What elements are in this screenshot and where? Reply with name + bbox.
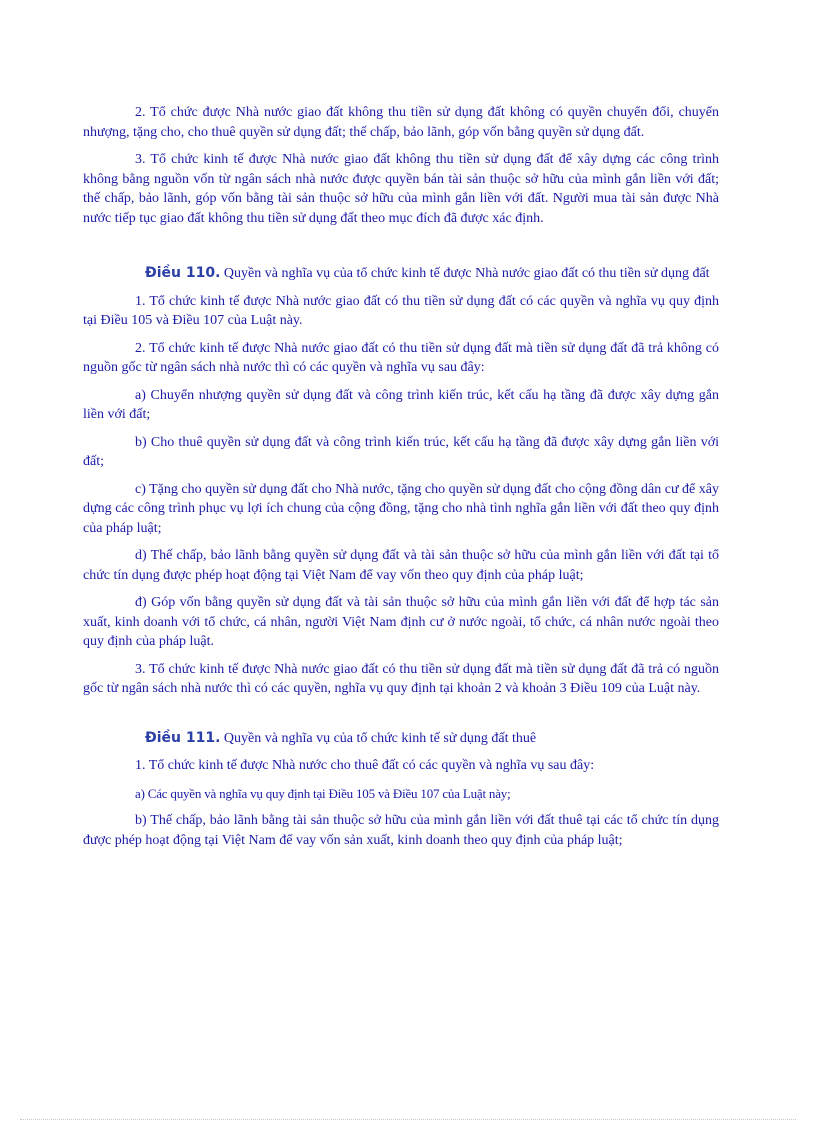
article-111-label: Điều 111. <box>145 729 221 746</box>
paragraph-111-1: 1. Tổ chức kinh tế được Nhà nước cho thuê đất có các quyền và nghĩa vụ sau đây: <box>135 758 595 773</box>
article-111-title: Quyền và nghĩa vụ của tổ chức kinh tế sử dụng đất thuê <box>220 730 537 746</box>
paragraph-110-2d: d) Thế chấp, bảo lãnh bằng quyền sử dụng đất và tài sản thuộc sở hữu của mình gắn liền với đất tại tổ chức tín dụng được phép hoạt động tại Việt Nam để vay vốn theo quy định của pháp luật; <box>83 548 719 583</box>
article-110-label: Điều 110. <box>145 265 221 281</box>
paragraph-110-2dd: đ) Góp vốn bằng quyền sử dụng đất và tài sản thuộc sở hữu của mình gắn liền với đất để hợp tác sản xuất, kinh doanh với tổ chức, cá nhân, người Việt Nam định cư ở nước ngoài, tổ chức, cá nhân nước ngoài theo quy định của pháp luật. <box>83 595 719 649</box>
paragraph-111-1a: a) Các quyền và nghĩa vụ quy định tại Điều 105 và Điều 107 của Luật này; <box>135 785 511 801</box>
paragraph-110-3: 3. Tổ chức kinh tế được Nhà nước giao đất có thu tiền sử dụng đất mà tiền sử dụng đất đã trả có nguồn gốc từ ngân sách nhà nước thì có các quyền, nghĩa vụ quy định tại khoản 2 và khoản 3 Điều 109 của Luật này. <box>83 661 719 696</box>
paragraph-110-2: 2. Tổ chức kinh tế được Nhà nước giao đất có thu tiền sử dụng đất mà tiền sử dụng đất đã trả không có nguồn gốc từ ngân sách nhà nước thì có các quyền và nghĩa vụ sau đây: <box>83 340 719 375</box>
paragraph-110-2b: b) Cho thuê quyền sử dụng đất và công trình kiến trúc, kết cấu hạ tầng đã được xây dựng gắn liền với đất; <box>83 434 719 469</box>
page-bottom-divider <box>20 1119 796 1120</box>
paragraph-110-2a: a) Chuyển nhượng quyền sử dụng đất và công trình kiến trúc, kết cấu hạ tầng đã được xây dựng gắn liền với đất; <box>83 387 719 422</box>
paragraph-111-1b: b) Thế chấp, bảo lãnh bằng tài sản thuộc sở hữu của mình gắn liền với đất thuê tại các tổ chức tín dụng được phép hoạt động tại Việt Nam để vay vốn sản xuất, kinh doanh theo quy định của pháp luật; <box>83 813 719 848</box>
article-110-title: Quyền và nghĩa vụ của tổ chức kinh tế được Nhà nước giao đất có thu tiền sử dụng đất <box>220 266 710 281</box>
paragraph-110-1: 1. Tổ chức kinh tế được Nhà nước giao đất có thu tiền sử dụng đất có các quyền và nghĩa vụ quy định tại Điều 105 và Điều 107 của Luật này. <box>83 293 719 328</box>
paragraph-110-2c: c) Tặng cho quyền sử dụng đất cho Nhà nước, tặng cho quyền sử dụng đất cho cộng đồng dân cư để xây dựng các công trình phục vụ lợi ích chung của cộng đồng, tặng cho nhà tình nghĩa gắn liền với đất theo quy định của pháp luật; <box>83 481 719 536</box>
document-page <box>83 103 719 858</box>
article-110-heading <box>83 264 719 284</box>
paragraph-109-2: 2. Tổ chức được Nhà nước giao đất không thu tiền sử dụng đất không có quyền chuyển đổi, chuyển nhượng, tặng cho, cho thuê quyền sử dụng đất; thế chấp, bảo lãnh, góp vốn bằng quyền sử dụng đất. <box>83 105 719 140</box>
article-111-heading <box>83 729 719 749</box>
paragraph-109-3: 3. Tổ chức kinh tế được Nhà nước giao đất không thu tiền sử dụng đất để xây dựng các công trình không bằng nguồn vốn từ ngân sách nhà nước được quyền bán tài sản thuộc sở hữu của mình gắn liền với đất; thế chấp, bảo lãnh, góp vốn bằng tài sản thuộc sở hữu của mình gắn liền với đất. Người mua tài sản được Nhà nước tiếp tục giao đất không thu tiền sử dụng đất theo mục đích đã được xác định. <box>83 152 719 226</box>
